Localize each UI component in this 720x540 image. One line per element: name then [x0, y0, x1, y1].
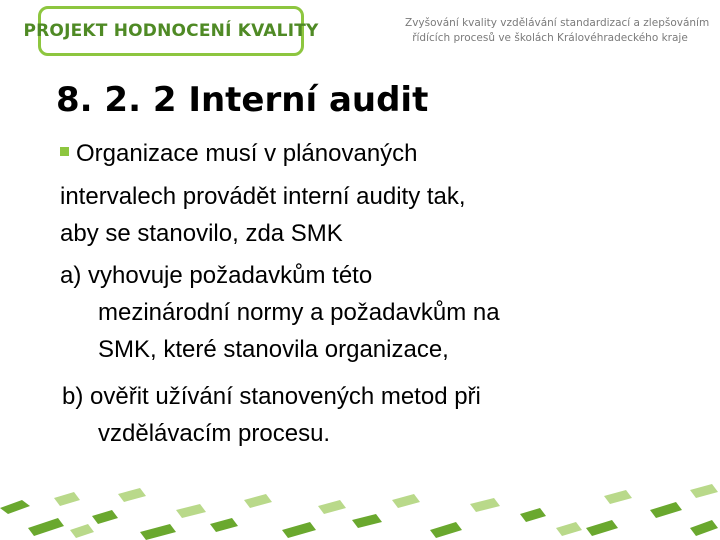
tagline-line-2: řídících procesů ve školách Královéhradeckého kraje: [412, 32, 688, 44]
bullet-square-icon: [60, 147, 69, 156]
logo-text: PROJEKT HODNOCENÍ KVALITY: [23, 21, 319, 41]
body-line-1: Organizace musí v plánovaných: [76, 140, 418, 167]
body-line-7: b) ověřit užívání stanovených metod při: [62, 383, 481, 410]
body-line-2: intervalech provádět interní audity tak,: [60, 183, 466, 210]
tagline-line-1: Zvyšování kvality vzdělávání standardizací a zlepšováním: [405, 17, 710, 29]
slide-title: 8. 2. 2 Interní audit: [56, 80, 429, 120]
project-logo: [23, 6, 319, 56]
body-line-8: vzdělávacím procesu.: [98, 420, 331, 447]
body-line-6: SMK, které stanovila organizace,: [98, 336, 449, 363]
body-line-5: mezinárodní normy a požadavkům na: [98, 299, 500, 326]
body-line-4: a) vyhovuje požadavkům této: [60, 262, 373, 289]
decorative-stripe-pattern: [0, 470, 720, 540]
header-tagline: [405, 16, 710, 46]
body-line-3: aby se stanovilo, zda SMK: [60, 220, 343, 247]
